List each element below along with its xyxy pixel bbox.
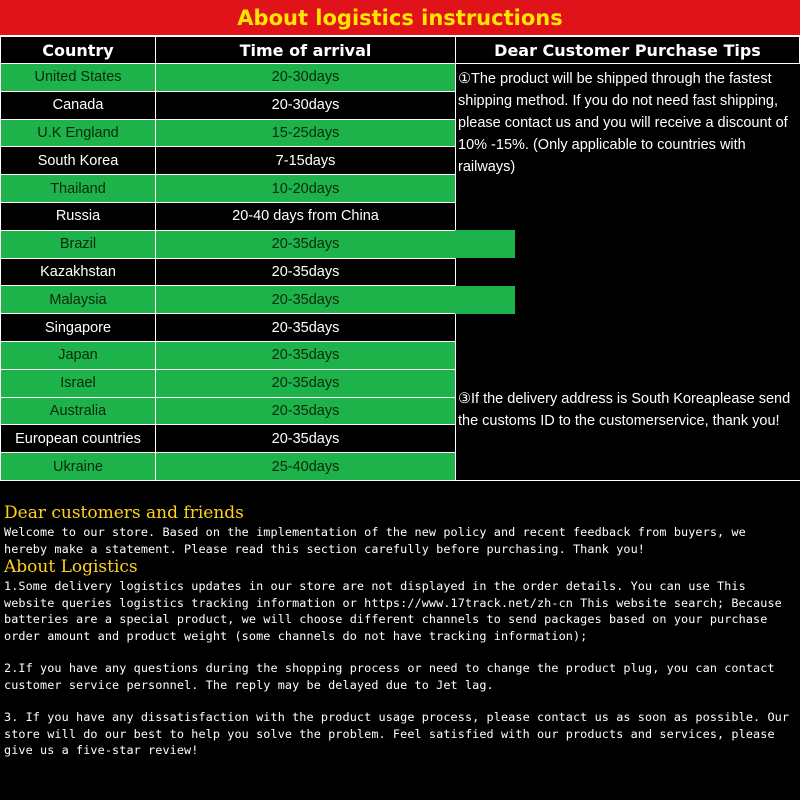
arrival-time-cell: 20-40 days from China (156, 202, 456, 230)
country-cell: United States (1, 64, 156, 92)
table-row (1, 147, 456, 175)
tip-shipping-method: ①The product will be shipped through the fastest shipping method. If you do not need fast shipping, please contact us and you will receive a discount of 10% -15%. (Only applicable to countries with railways) (455, 64, 800, 204)
page-title: About logistics instructions (0, 0, 800, 36)
notes-point-3: 3. If you have any dissatisfaction with the product usage process, please contact us as soon as possible. Our store will do our best to help you solve the problem. Feel satisfied with our products and services, please give us a five-star review! (4, 710, 790, 757)
arrival-time-cell: 20-30days (156, 91, 456, 119)
info-panel (0, 36, 800, 800)
country-cell: Israel (1, 369, 156, 397)
country-cell: Russia (1, 202, 156, 230)
row-color-strip (455, 286, 515, 314)
arrival-time-cell: 20-30days (156, 64, 456, 92)
logistics-table (0, 36, 456, 481)
table-row (1, 258, 456, 286)
tip-south-korea-customs: ③If the delivery address is South Koreaplease send the customs ID to the customerservice, thank you! (455, 342, 800, 481)
table-row (1, 425, 456, 453)
arrival-time-cell: 10-20days (156, 175, 456, 203)
arrival-time-cell: 20-35days (156, 314, 456, 342)
arrival-time-cell: 20-35days (156, 425, 456, 453)
table-row (1, 230, 456, 258)
column-header-time: Time of arrival (156, 37, 456, 64)
table-row (1, 453, 456, 481)
row-color-strip (455, 230, 515, 258)
country-cell: Japan (1, 341, 156, 369)
arrival-time-cell: 20-35days (156, 341, 456, 369)
arrival-time-cell: 20-35days (156, 286, 456, 314)
country-cell: Thailand (1, 175, 156, 203)
table-row (1, 397, 456, 425)
notes-point-2: 2.If you have any questions during the shopping process or need to change the product plug, you can contact customer service personnel. The reply may be delayed due to Jet lag. (4, 661, 775, 692)
country-cell: Canada (1, 91, 156, 119)
country-cell: Brazil (1, 230, 156, 258)
table-row (1, 314, 456, 342)
notes-heading: Dear customers and friends (4, 503, 244, 523)
arrival-time-cell: 25-40days (156, 453, 456, 481)
table-row (1, 175, 456, 203)
table-row (1, 369, 456, 397)
country-cell: Singapore (1, 314, 156, 342)
arrival-time-cell: 20-35days (156, 258, 456, 286)
country-cell: South Korea (1, 147, 156, 175)
table-row (1, 64, 456, 92)
arrival-time-cell: 15-25days (156, 119, 456, 147)
arrival-time-cell: 20-35days (156, 369, 456, 397)
notes-intro: Welcome to our store. Based on the implementation of the new policy and recent feedback from buyers, we hereby make a statement. Please read this section carefully before purchasing. Thank you! (4, 525, 746, 556)
customer-notes (0, 480, 800, 800)
country-cell: Australia (1, 397, 156, 425)
table-row (1, 286, 456, 314)
country-cell: Kazakhstan (1, 258, 156, 286)
arrival-time-cell: 20-35days (156, 397, 456, 425)
table-row (1, 91, 456, 119)
notes-point-1: 1.Some delivery logistics updates in our store are not displayed in the order details. You can use This website queries logistics tracking information or https://www.17track.net/zh-cn This website search; Because batteries are a special product, we will choose different channels to send packages based on your purchase order amount and product weight (some channels do not have tracking information); (4, 579, 782, 643)
table-body (1, 64, 456, 481)
country-cell: Ukraine (1, 453, 156, 481)
country-cell: Malaysia (1, 286, 156, 314)
country-cell: U.K England (1, 119, 156, 147)
tips-header: Dear Customer Purchase Tips (455, 36, 800, 64)
arrival-time-cell: 7-15days (156, 147, 456, 175)
table-row (1, 202, 456, 230)
column-header-country: Country (1, 37, 156, 64)
country-cell: European countries (1, 425, 156, 453)
table-row (1, 341, 456, 369)
table-row (1, 119, 456, 147)
table-header-row (1, 37, 456, 64)
arrival-time-cell: 20-35days (156, 230, 456, 258)
tip-empty (455, 205, 800, 342)
notes-subheading: About Logistics (4, 557, 138, 577)
